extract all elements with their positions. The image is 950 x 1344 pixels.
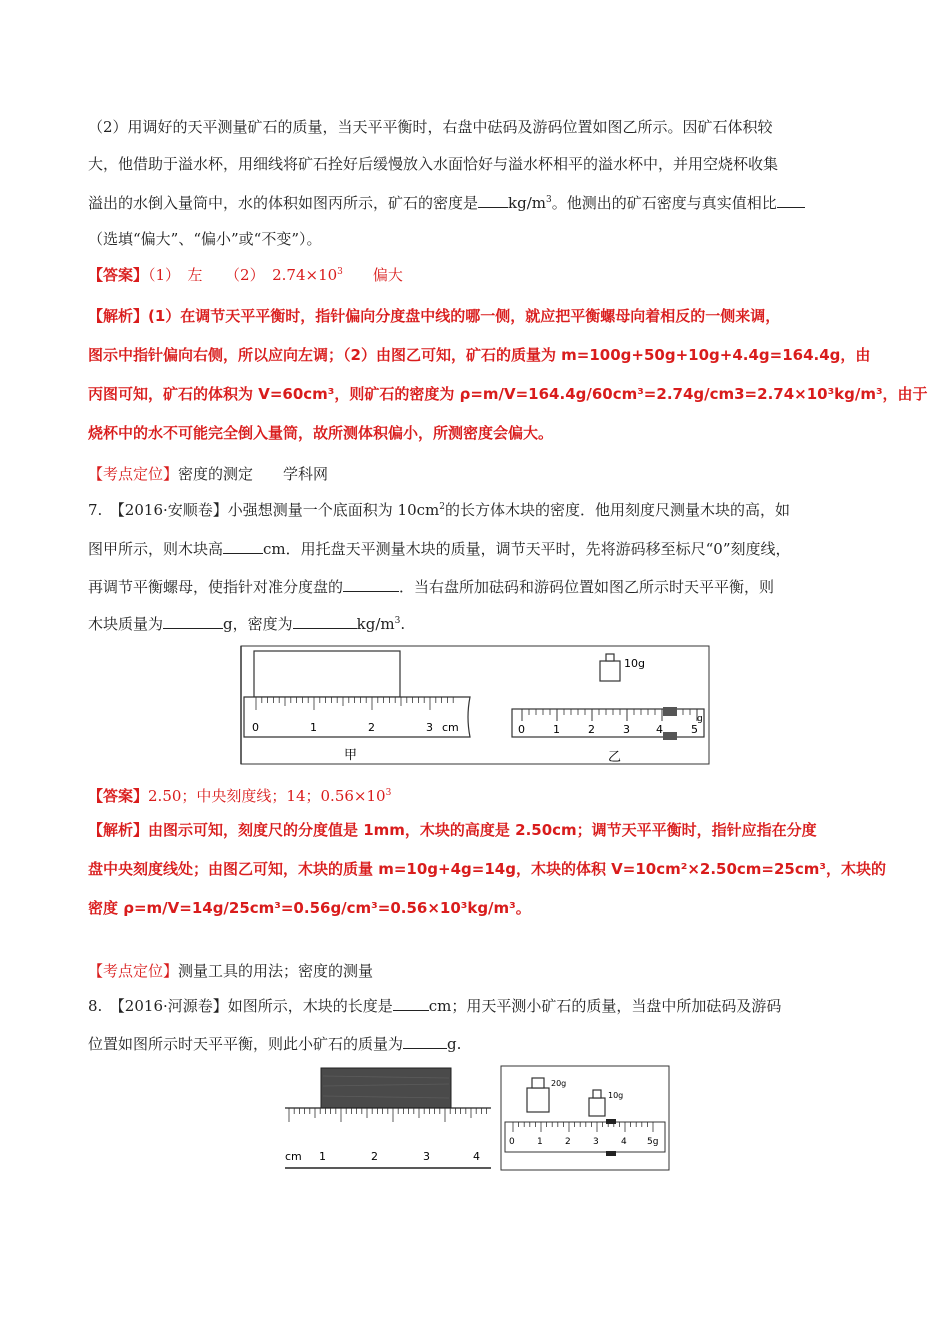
q6-kp-tag: 【考点定位】: [88, 465, 179, 483]
q6-blank-density[interactable]: [478, 192, 508, 208]
q8-weight-10g-label: 10g: [608, 1091, 624, 1100]
q7-figure: [240, 645, 710, 765]
q8-ruler-label-1: 1: [319, 1150, 326, 1163]
scale-label-5: 5: [691, 723, 698, 736]
fig-label-yi: 乙: [608, 750, 622, 765]
q7-blank-density[interactable]: [293, 613, 357, 629]
q8-scale-label-1: 1: [537, 1137, 543, 1147]
q8-ruler-label-cm: cm: [285, 1150, 302, 1163]
q8-wood-block: [321, 1068, 451, 1108]
q8-figure: [283, 1064, 673, 1174]
q8-balance-scale: [505, 1122, 665, 1152]
q8-scale-label-3: 3: [593, 1137, 599, 1147]
q6-line-3a: 溢出的水倒入量筒中，水的体积如图丙所示，矿石的密度是: [88, 194, 479, 212]
q6-answer-text: （1） 左 （2） 2.74×10: [148, 266, 338, 284]
q7-blank-height[interactable]: [223, 538, 263, 554]
q8-ruler-label-3: 3: [423, 1150, 430, 1163]
q8-weight-20g-label: 20g: [551, 1079, 567, 1088]
q7-line-3: [88, 576, 774, 597]
rider-top: [663, 707, 677, 716]
ruler-label-cm: cm: [442, 721, 459, 734]
q8-line-2: [88, 1033, 461, 1054]
q8-scale-label-0: 0: [509, 1137, 515, 1147]
q6-line-1: （2）用调好的天平测量矿石的质量，当天平平衡时，右盘中砝码及游码位置如图乙所示。因矿石体积较: [88, 118, 773, 136]
q6-answer-sup: 3: [337, 267, 343, 277]
q8-line-1: [88, 995, 781, 1016]
q8-ruler-label-2: 2: [371, 1150, 378, 1163]
scale-label-4: 4: [656, 723, 663, 736]
q6-analysis-1: 【解析】(1）在调节天平平衡时，指针偏向分度盘中线的哪一侧，就应把平衡螺母向着相反的一侧来调，: [88, 307, 781, 325]
scale-label-3: 3: [623, 723, 630, 736]
q8-ruler-body: [285, 1108, 491, 1162]
q8-rider-bottom: [606, 1151, 616, 1156]
q7-answer-text: 2.50；中央刻度线；14；0.56×10: [148, 787, 386, 805]
q6-line-3: 溢出的水倒入量筒中，水的体积如图丙所示，矿石的密度是 $kg/m^3$。他测出的矿石密度与真实值相比: [88, 192, 805, 213]
q7-blank-pointer[interactable]: [343, 576, 399, 592]
weight-label: 10g: [624, 657, 645, 670]
scale-label-0: 0: [518, 723, 525, 736]
wood-block: [254, 651, 400, 697]
q7-line-1sup: 2: [439, 502, 445, 512]
q6-line-3c: 。他测出的矿石密度与真实值相比: [551, 194, 777, 212]
q8-rider-top: [606, 1119, 616, 1124]
q8-scale-label-4: 4: [621, 1137, 627, 1147]
scale-unit: g: [697, 714, 703, 724]
q7-line-4sup: 3: [394, 616, 401, 626]
q7-line-3b: ．当右盘所加砝码和游码位置如图乙所示时天平平衡，则: [399, 578, 775, 596]
q7-analysis-1: 【解析】由图示可知，刻度尺的分度值是 1mm，木块的高度是 2.50cm；调节天平平衡时，指针应指在分度: [88, 821, 817, 839]
q7-keypoint: [88, 961, 373, 981]
q8-blank-mass[interactable]: [403, 1033, 447, 1049]
q8-scale-label-5: 5g: [647, 1137, 659, 1147]
q6-blank-compare[interactable]: [777, 192, 805, 208]
ruler-label-0: 0: [252, 721, 259, 734]
fig-label-jia: 甲: [344, 748, 358, 763]
q7-line-1a: 7. 【2016·安顺卷】小强想测量一个底面积为 10cm: [88, 501, 440, 519]
scale-label-1: 1: [553, 723, 560, 736]
ruler-label-1: 1: [310, 721, 317, 734]
q7-line-3a: 再调节平衡螺母，使指针对准分度盘的: [88, 578, 344, 596]
q7-analysis-3: 密度 ρ=m/V=14g/25cm³=0.56g/cm³=0.56×10³kg/m³。: [88, 899, 531, 917]
q8-line-1a: 8. 【2016·河源卷】如图所示，木块的长度是: [88, 997, 393, 1015]
q7-line-1: [88, 500, 790, 520]
q8-blank-length[interactable]: [393, 995, 429, 1011]
q6-answer-tag: 【答案】: [88, 266, 149, 284]
q7-blank-mass[interactable]: [163, 613, 223, 629]
q8-ruler-label-4: 4: [473, 1150, 480, 1163]
q7-line-2a: 图甲所示，则木块高: [88, 540, 224, 558]
q8-balance-panel: [501, 1066, 669, 1170]
q7-answer: [88, 786, 391, 806]
q7-kp-text: 测量工具的用法；密度的测量: [178, 962, 374, 980]
q7-line-4c: kg/m: [356, 615, 395, 633]
q8-scale-label-2: 2: [565, 1137, 571, 1147]
q6-analysis-2: 图示中指针偏向右侧，所以应向左调；（2）由图乙可知，矿石的质量为 m=100g+50g+10g+4.4g=164.4g，由: [88, 346, 871, 364]
scale-label-2: 2: [588, 723, 595, 736]
q7-line-4: [88, 613, 405, 634]
q6-answer: [88, 265, 403, 285]
q6-kp-text: 密度的测定 学科网: [178, 465, 329, 483]
q7-figure-svg: [240, 645, 710, 765]
q6-line-3b: kg/m: [508, 194, 546, 212]
weight-10g: [600, 661, 620, 681]
q7-line-4a: 木块质量为: [88, 615, 164, 633]
q7-answer-tag: 【答案】: [88, 787, 149, 805]
q7-answer-sup: 3: [385, 788, 392, 798]
q8-line-1b: cm；用天平测小矿石的质量，当盘中所加砝码及游码: [428, 997, 782, 1015]
q6-analysis-3: 丙图可知，矿石的体积为 V=60cm³，则矿石的密度为 ρ=m/V=164.4g/60cm³=2.74g/cm3=2.74×10³kg/m³，由于: [88, 385, 928, 403]
q6-answer-tail: 偏大: [342, 266, 403, 284]
q7-line-2b: cm．用托盘天平测量木块的质量，调节天平时，先将游码移至标尺“0”刻度线，: [263, 540, 791, 558]
q8-line-2a: 位置如图所示时天平平衡，则此小矿石的质量为: [88, 1035, 404, 1053]
q8-figure-svg: [283, 1064, 673, 1174]
q6-line-2: 大，他借助于溢水杯，用细线将矿石拴好后缓慢放入水面恰好与溢水杯相平的溢水杯中，并用空烧杯收集: [88, 155, 779, 173]
q7-analysis-2: 盘中央刻度线处；由图乙可知，木块的质量 m=10g+4g=14g，木块的体积 V=10cm²×2.50cm=25cm³，木块的: [88, 860, 886, 878]
q7-line-2: [88, 538, 791, 559]
q6-keypoint: [88, 464, 328, 484]
q7-kp-tag: 【考点定位】: [88, 962, 179, 980]
q8-weight-10g: [589, 1098, 605, 1116]
q7-line-1b: 的长方体木块的密度．他用刻度尺测量木块的高，如: [444, 501, 790, 519]
q7-line-4d: .: [400, 615, 406, 633]
q7-line-4b: g，密度为: [223, 615, 293, 633]
q8-line-2b: g.: [447, 1035, 462, 1053]
q6-analysis-4: 烧杯中的水不可能完全倒入量筒，故所测体积偏小，所测密度会偏大。: [88, 424, 554, 442]
ruler-label-3: 3: [426, 721, 433, 734]
rider-bottom: [663, 732, 677, 740]
q6-line-4: （选填“偏大”、“偏小”或“不变”）。: [88, 230, 322, 248]
q8-weight-20g: [527, 1088, 549, 1112]
ruler-label-2: 2: [368, 721, 375, 734]
